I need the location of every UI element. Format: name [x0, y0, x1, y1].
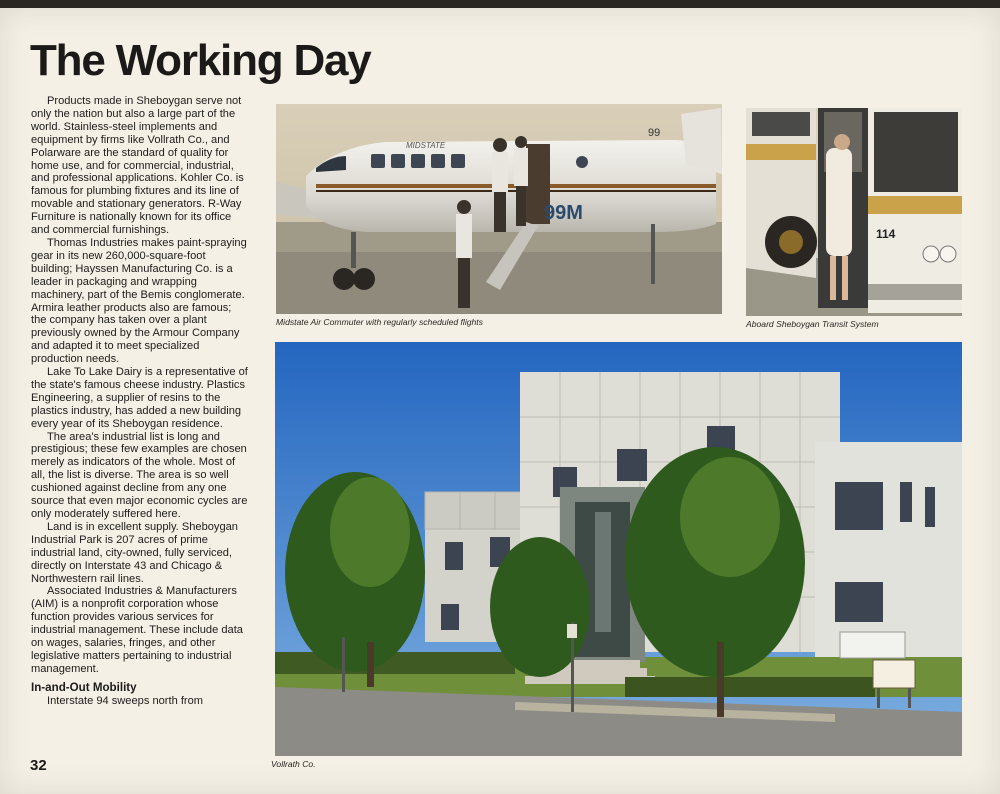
building-photo [275, 342, 962, 756]
page-number: 32 [30, 757, 47, 774]
fuselage-text: MIDSTATE [406, 141, 446, 150]
body-paragraph: Thomas Industries makes paint-spraying gear in its new 260,000-square-foot building; Hayssen Manufacturing Co. is a leader in packaging and wrapping machinery, part of the Bemis conglomerate. Armira leather products also are famous; the company has taken over a plant previously owned by the Armour Company and adapted it to meet specialized production needs. [31, 236, 247, 366]
building-caption: Vollrath Co. [271, 759, 316, 769]
body-paragraph: Lake To Lake Dairy is a representative of the state's famous cheese industry. Plastics Engineering, a supplier of resins to the plastics industry, has added a new building every year of its Sheboygan residence. [31, 366, 248, 430]
tail-number: 99M [544, 202, 583, 224]
brochure-page [0, 8, 1000, 794]
bus-number: 114 [876, 227, 896, 241]
bus-caption: Aboard Sheboygan Transit System [746, 319, 879, 329]
body-text-column [31, 95, 249, 708]
body-paragraph: Interstate 94 sweeps north from [47, 694, 204, 707]
body-paragraph: Land is in excellent supply. Sheboygan Industrial Park is 207 acres of prime industrial land, city-owned, fully serviced, directly on Interstate 43 and Chicago & Northwestern rail lines. [31, 520, 238, 585]
body-paragraph: Products made in Sheboygan serve not only the nation but also a large part of the world. Stainless-steel implements and equipment by firms like Vollrath Co., and Polarware are the standard of quality for home use, and for commercial, industrial, and professional applications. Kohler Co. is famous for plumbing fixtures and its line of movable and stationary generators. R-Way Furniture is nationally known for its office and commercial furnishings. [31, 95, 244, 237]
page-title: The Working Day [30, 36, 371, 85]
section-subheading: In-and-Out Mobility [31, 680, 137, 694]
fin-text: 99 [648, 127, 661, 139]
plane-photo [276, 104, 722, 314]
body-paragraph: The area's industrial list is long and prestigious; these few examples are chosen merely as indicators of the whole. Most of all, the list is diverse. The area is so well cushioned against decline from any one source that even major economic cycles are only moderately suffered here. [31, 430, 248, 520]
body-paragraph: Associated Industries & Manufacturers (AIM) is a nonprofit corporation whose function provides various services for industrial management. These include data on wages, salaries, fringes, and other legislative matters pertaining to industrial management. [31, 585, 243, 675]
bus-photo [746, 108, 962, 316]
plane-caption: Midstate Air Commuter with regularly scheduled flights [276, 317, 483, 327]
